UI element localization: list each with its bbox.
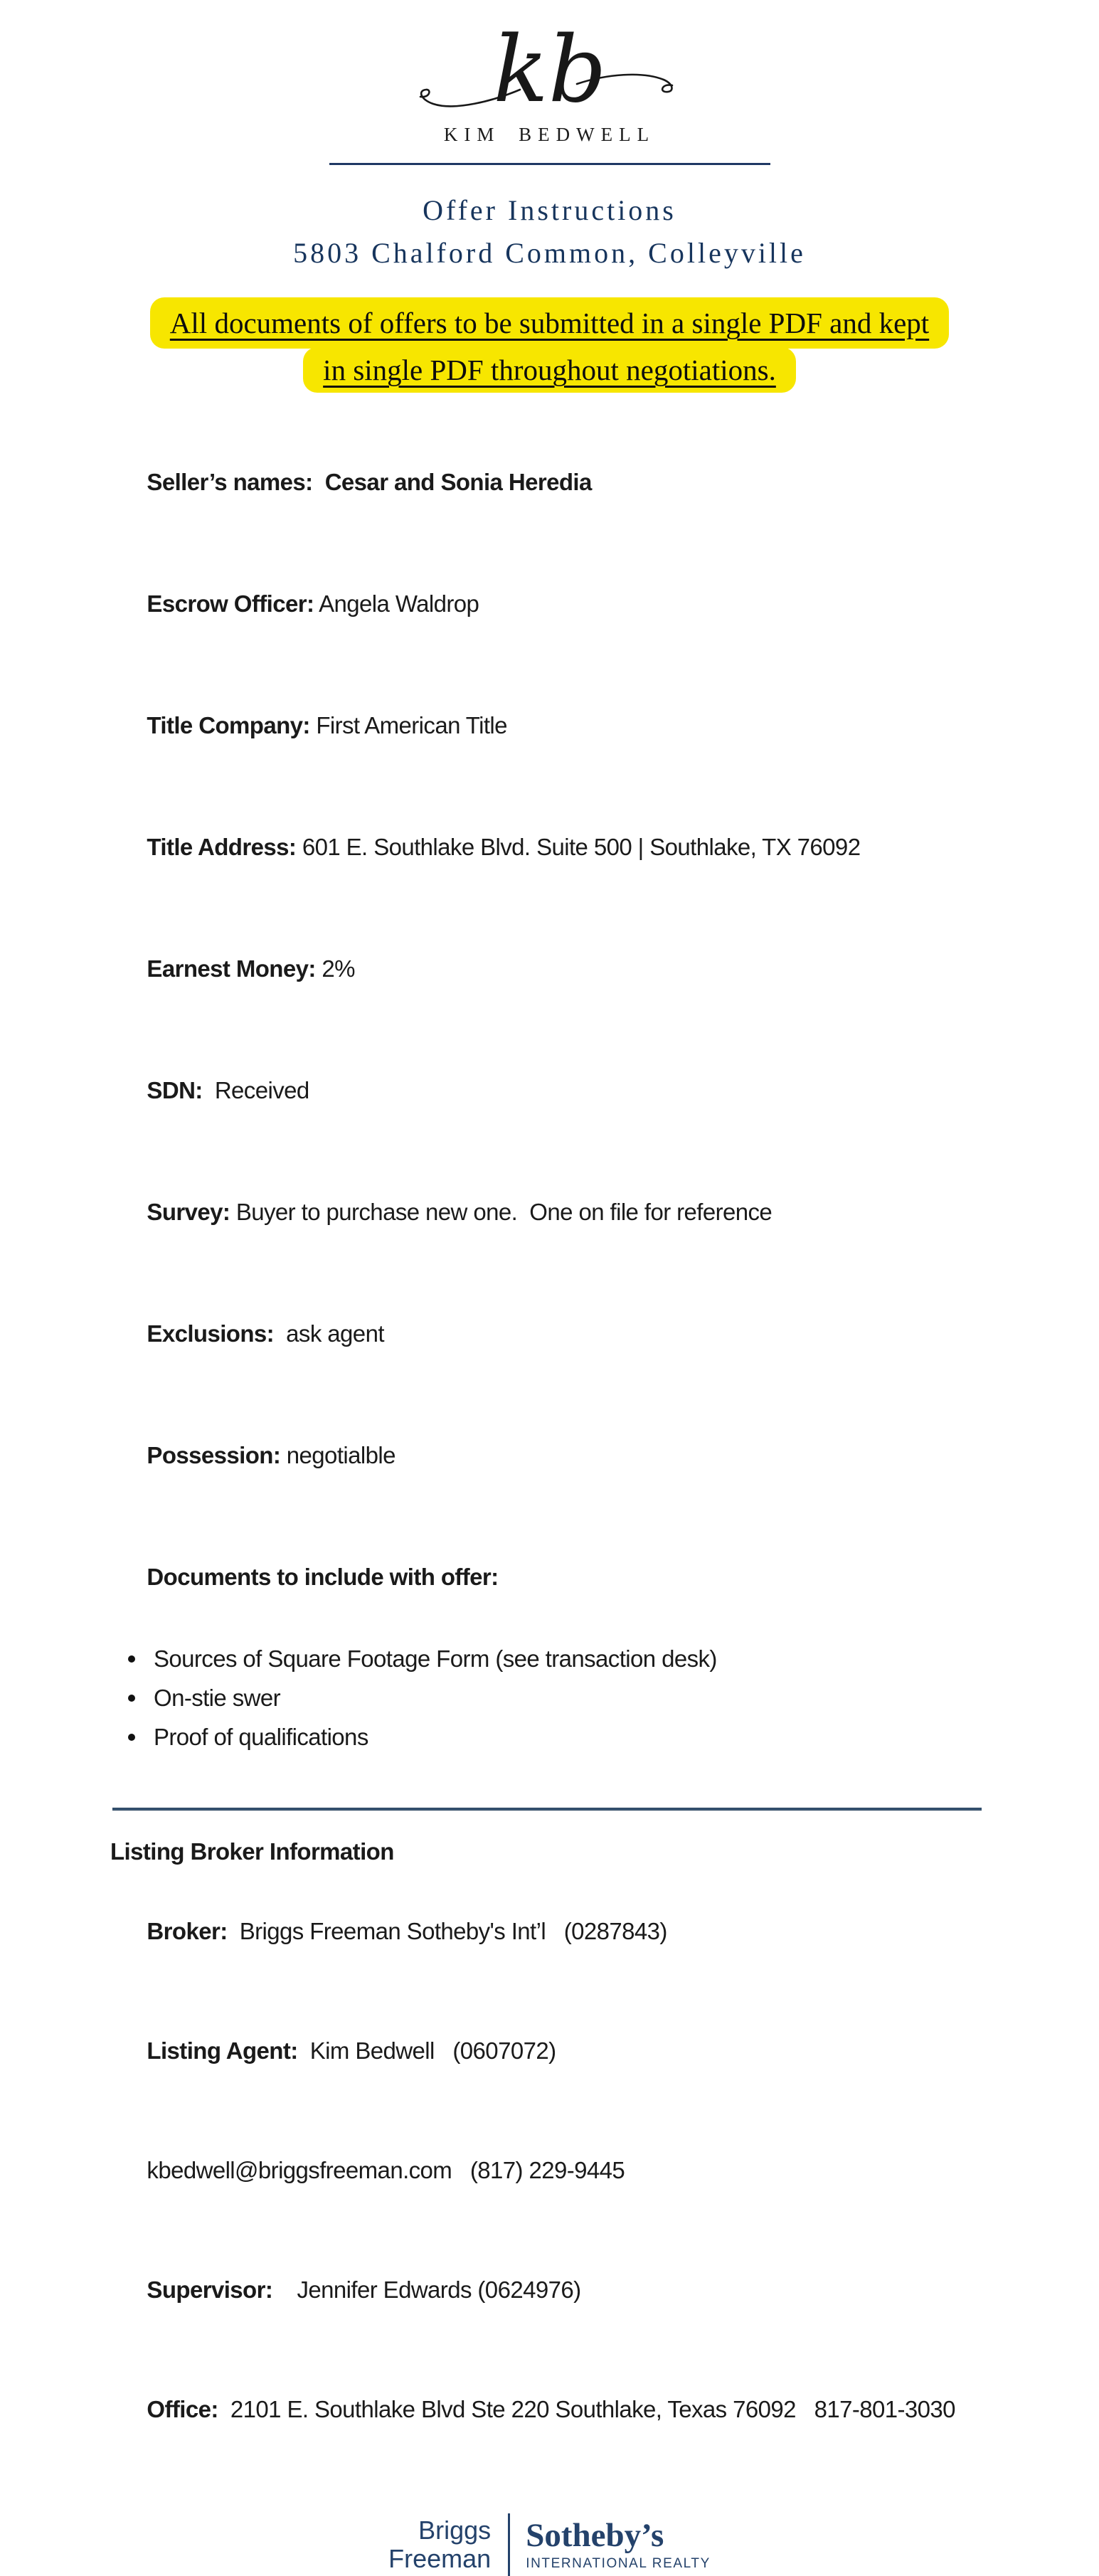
- field-possession: Possession: negotialble: [147, 1442, 395, 1468]
- field-sellers-names: Seller’s names: Cesar and Sonia Heredia: [147, 469, 592, 495]
- list-item: Proof of qualifications: [110, 1717, 1099, 1756]
- notice-line-1: All documents of offers to be submitted in a single PDF and kept: [150, 297, 949, 349]
- documents-heading: Documents to include with offer:: [147, 1564, 499, 1590]
- broker-line-supervisor: Supervisor: Jennifer Edwards (0624976): [147, 2276, 581, 2303]
- list-item: Sources of Square Footage Form (see transaction desk): [110, 1639, 1099, 1678]
- notice-line-2: in single PDF throughout negotiations.: [303, 347, 796, 393]
- broker-line-listing-agent: Listing Agent: Kim Bedwell (0607072): [147, 2037, 556, 2064]
- broker-line-broker: Broker: Briggs Freeman Sotheby's Int’l (0287843): [147, 1918, 667, 1944]
- field-title-address: Title Address: 601 E. Southlake Blvd. Suite 500 | Southlake, TX 76092: [147, 834, 861, 860]
- page-title: Offer Instructions: [423, 194, 676, 226]
- bullet-icon: [128, 1734, 135, 1741]
- logo-rule: [329, 163, 770, 165]
- broker-section-heading: Listing Broker Information: [110, 1838, 394, 1865]
- field-title-company: Title Company: First American Title: [147, 712, 507, 738]
- bullet-icon: [128, 1655, 135, 1663]
- listing-broker-section: [0, 1832, 1099, 2469]
- offer-details-section: [0, 421, 1099, 1756]
- kb-monogram-icon: [408, 17, 692, 123]
- field-escrow-officer: Escrow Officer: Angela Waldrop: [147, 590, 479, 617]
- logo-name: KIM BEDWELL: [443, 124, 656, 145]
- documents-list: [110, 1639, 1099, 1756]
- brand-divider-bar: [508, 2513, 510, 2576]
- sothebys-wordmark: [526, 2518, 711, 2572]
- list-item: On-stie swer: [110, 1678, 1099, 1717]
- section-divider: [112, 1808, 982, 1811]
- broker-line-office: Office: 2101 E. Southlake Blvd Ste 220 Southlake, Texas 76092 817-801-3030: [147, 2396, 955, 2422]
- svg-text:kb: kb: [492, 17, 607, 123]
- field-sdn: SDN: Received: [147, 1077, 309, 1103]
- field-exclusions: Exclusions: ask agent: [147, 1320, 384, 1347]
- page-title-block: [0, 192, 1099, 272]
- bullet-icon: [128, 1695, 135, 1702]
- briggs-freeman-wordmark: Briggs Freeman: [388, 2516, 492, 2573]
- field-survey: Survey: Buyer to purchase new one. One on file for reference: [147, 1199, 773, 1225]
- notice-highlight: [0, 297, 1099, 393]
- page-subtitle: 5803 Chalford Common, Colleyville: [293, 237, 806, 269]
- field-earnest-money: Earnest Money: 2%: [147, 955, 355, 982]
- sothebys-subtitle: INTERNATIONAL REALTY: [526, 2556, 711, 2571]
- header-logo: [0, 0, 1099, 165]
- footer-brand: [0, 2513, 1099, 2576]
- sothebys-name: Sotheby’s: [526, 2517, 664, 2554]
- broker-line-email-phone: kbedwell@briggsfreeman.com (817) 229-9445: [147, 2157, 625, 2183]
